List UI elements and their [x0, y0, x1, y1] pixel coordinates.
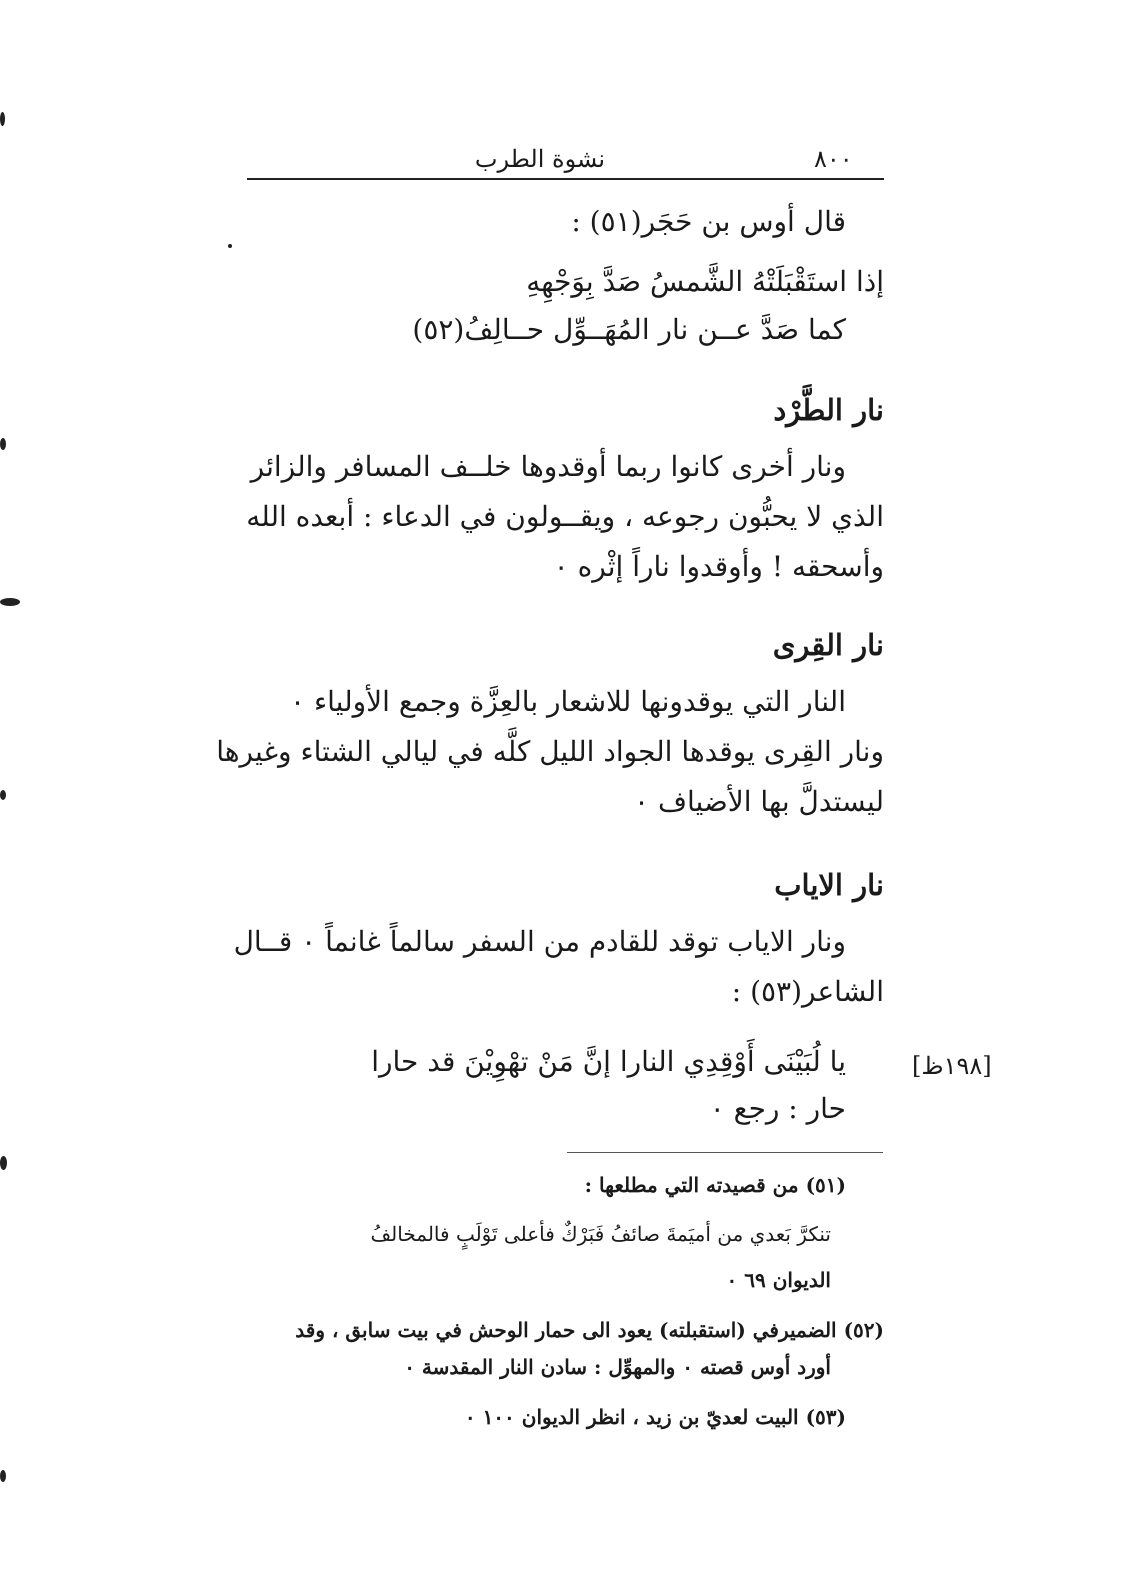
scan-speck — [228, 244, 232, 248]
scan-speck — [0, 1470, 6, 1482]
section-heading-tard: نار الطَّرْد — [773, 393, 884, 427]
footnote-51: (٥١) من قصيدته التي مطلعها : — [584, 1173, 846, 1197]
header-rule — [247, 178, 884, 180]
scan-speck — [0, 598, 20, 606]
section-heading-iyab: نار الاياب — [774, 868, 884, 902]
page-number: ٨٠٠ — [814, 145, 853, 173]
paragraph-line: النار التي يوقدونها للاشعار بالعِزَّة وجمع الأولياء ٠ — [290, 685, 846, 718]
footnote-52: (٥٢) الضميرفي (استقبلته) يعود الى حمار الوحش في بيت سابق ، وقد — [295, 1318, 884, 1342]
footnote-51-ref: الديوان ٦٩ ٠ — [726, 1268, 831, 1292]
margin-folio-note: [١٩٨ظ] — [912, 1052, 992, 1080]
footnote-rule — [567, 1152, 883, 1153]
scan-speck — [0, 438, 6, 450]
gloss-line: حار : رجع ٠ — [709, 1092, 846, 1125]
footnote-52-cont: أورد أوس قصته ٠ والمهوِّل : سادن النار المقدسة ٠ — [404, 1355, 831, 1379]
paragraph-line: وأسحقه ! وأوقدوا ناراً إثْره ٠ — [553, 550, 884, 583]
paragraph-line: ونار القِرى يوقدها الجواد الليل كلَّه في ليالي الشتاء وغيرها — [216, 735, 884, 768]
verse-line-2: كما صَدَّ عــن نار المُهَــوِّل حــالِفُ(٥٢) — [412, 313, 846, 346]
running-title: نشوة الطرب — [474, 145, 606, 173]
verse-line-1: إذا استَقْبَلَتْهُ الشَّمسُ صَدَّ بِوَجْهِهِ — [526, 265, 884, 298]
footnote-53: (٥٣) البيت لعديّ بن زيد ، انظر الديوان ١٠٠ ٠ — [464, 1405, 846, 1429]
section-heading-qira: نار القِرى — [772, 628, 884, 662]
scan-speck — [0, 1156, 7, 1170]
footnote-51-verse: تنكرَّ بَعدي من أميَمةَ صائفُ فَبَرْكٌ فأعلى تَوْلَبٍ فالمخالفُ — [370, 1222, 831, 1246]
intro-line: قال أوس بن حَجَر(٥١) : — [571, 205, 846, 238]
paragraph-line: الشاعر(٥٣) : — [731, 975, 884, 1008]
paragraph-line: ونار أخرى كانوا ربما أوقدوها خلــف المسافر والزائر — [250, 450, 846, 483]
scan-speck — [0, 112, 5, 126]
paragraph-line: ونار الاياب توقد للقادم من السفر سالماً غانماً ٠ قــال — [233, 925, 846, 958]
paragraph-line: ليستدلَّ بها الأضياف ٠ — [634, 785, 884, 818]
paragraph-line: الذي لا يحبُّون رجوعه ، ويقــولون في الدعاء : أبعده الله — [246, 500, 884, 533]
verse-line-3: يا لُبَيْنَى أَوْقِدِي النارا إنَّ مَنْ تهْوِيْنَ قد حارا — [371, 1045, 846, 1078]
scan-speck — [0, 790, 6, 800]
